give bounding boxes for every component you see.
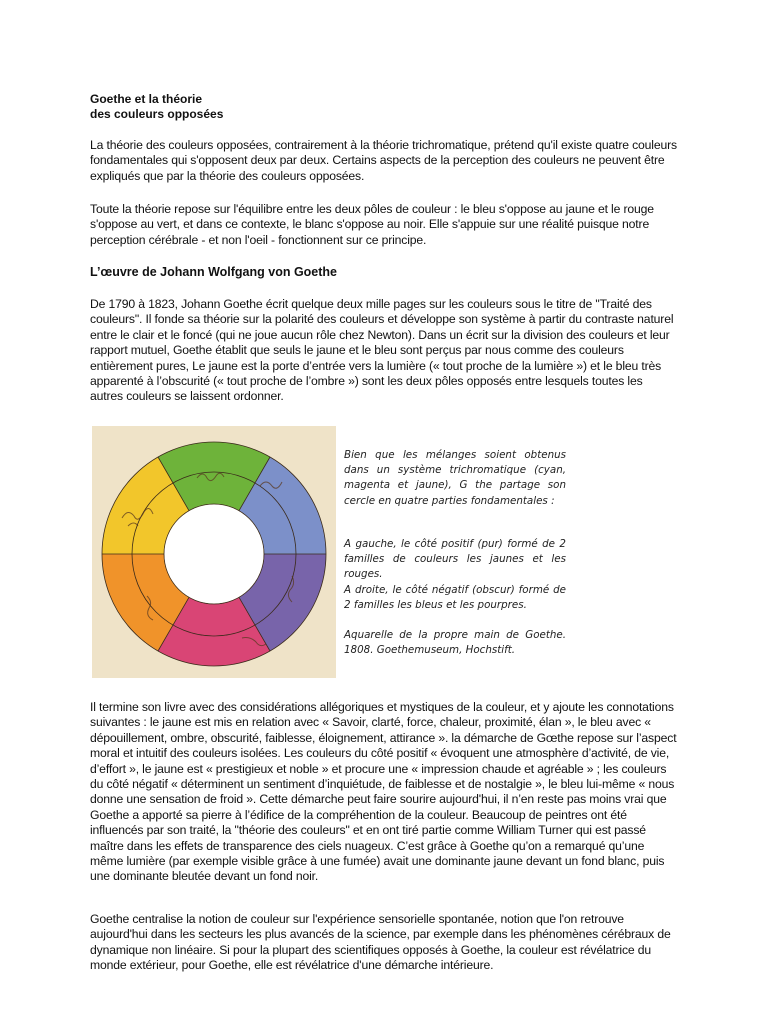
wheel-center [165, 505, 264, 604]
paragraph-theory: Toute la théorie repose sur l'équilibre entre les deux pôles de couleur : le bleu s'oppose au jaune et le rouge s'oppose au vert, et dans ce contexte, le blanc s'oppose au noir. Elle s'appuie sur une réalité puisque notre perception cérébrale - et non l'oeil - fonctionnent sur ce principe. [90, 202, 654, 247]
title-line-2: des couleurs opposées [90, 107, 224, 121]
paragraph-connotations: Il termine son livre avec des considérations allégoriques et mystiques de la couleur, et y ajoute les connotations suivantes : le jaune est mis en relation avec « Savoir, clarté, force, chaleur, proximité, élan », le bleu avec « dépouillement, ombre, obscurité, faiblesse, éloignement, attirance ». la démarche de Gœthe repose sur l’aspect moral et intuitif des couleurs isolées. Les couleurs du côté positif « évoquent une atmosphère d’activité, de vie, d’effort », le jaune est « prestigieux et noble » et procure une « impression chaude et agréable » ; les couleurs du côté négatif « déterminent un sentiment d’inquiétude, de faiblesse et de nostalgie », le bleu lui-même « nous donne une sensation de froid ». Cette démarche peut faire sourire aujourd'hui, il n’en reste pas moins vrai que Goethe a apporté sa pierre à l’édifice de la compréhention de la couleur. Beaucoup de peintres ont été influencés par son traité, la "théorie des couleurs" et en ont tiré partie comme William Turner qui est passé maître dans les effets de transparence des ciels nuageux. C’est grâce à Goethe qu’on a remarqué qu’une même lumière (par exemple visible grâce à une fumée) avait une dominante jaune devant un fond blanc, puis une dominante bleutée devant un fond noir. [90, 700, 677, 884]
goethe-color-wheel-icon [92, 426, 336, 678]
caption-left-side: A gauche, le côté positif (pur) formé de 2 familles de couleurs les jaunes et les rouges. [344, 538, 566, 581]
paragraph-goethe-work: De 1790 à 1823, Johann Goethe écrit quelque deux mille pages sur les couleurs sous le titre de "Traité des couleurs". Il fonde sa théorie sur la polarité des couleurs et développe son système à partir du contraste naturel entre le clair et le foncé (qui ne joue aucun rôle chez Newton). Dans un écrit sur la division des couleurs et leur rapport mutuel, Goethe établit que seuls le jaune et le bleu sont perçus par nous comme des couleurs entièrement pures, Le jaune est la porte d’entrée vers la lumière (« tout proche de la lumière ») et le bleu très apparenté à l’obscurité (« tout proche de l’ombre ») sont les deux pôles opposés entre lesquels toutes les autres couleurs se laissent ordonner. [90, 297, 674, 404]
paragraph-intro: La théorie des couleurs opposées, contrairement à la théorie trichromatique, prétend qu'il existe quatre couleurs fondamentales qui s'opposent deux par deux. Certains aspects de la perception des couleurs ne peuvent être expliqués que par la théorie des couleurs opposées. [90, 138, 677, 183]
figure-caption-source: Aquarelle de la propre main de Goethe. 1808. Goethemuseum, Hochstift. [344, 629, 566, 657]
paragraph-conclusion: Goethe centralise la notion de couleur sur l'expérience sensorielle spontanée, notion que l'on retrouve aujourd'hui dans les secteurs les plus avancés de la science, par exemple dans les phénomènes cérébraux de dynamique non linéaire. Si pour la plupart des scientifiques opposés à Goethe, la couleur est révélatrice du monde extérieur, pour Goethe, elle est révélatrice d'une démarche intérieure. [90, 912, 671, 973]
section-heading: L’œuvre de Johann Wolfgang von Goethe [90, 265, 338, 279]
caption-right-side: A droite, le côté négatif (obscur) formé de 2 familles les bleus et les pourpres. [344, 583, 566, 611]
figure-caption-sides [344, 537, 566, 613]
document-title [90, 92, 223, 122]
figure-caption-intro: Bien que les mélanges soient obtenus dans un système trichromatique (cyan, magenta et jaune), G the partage son cercle en quatre parties fondamentales : [344, 449, 566, 507]
color-wheel-image [92, 426, 336, 678]
title-line-1: Goethe et la théorie [90, 92, 203, 106]
